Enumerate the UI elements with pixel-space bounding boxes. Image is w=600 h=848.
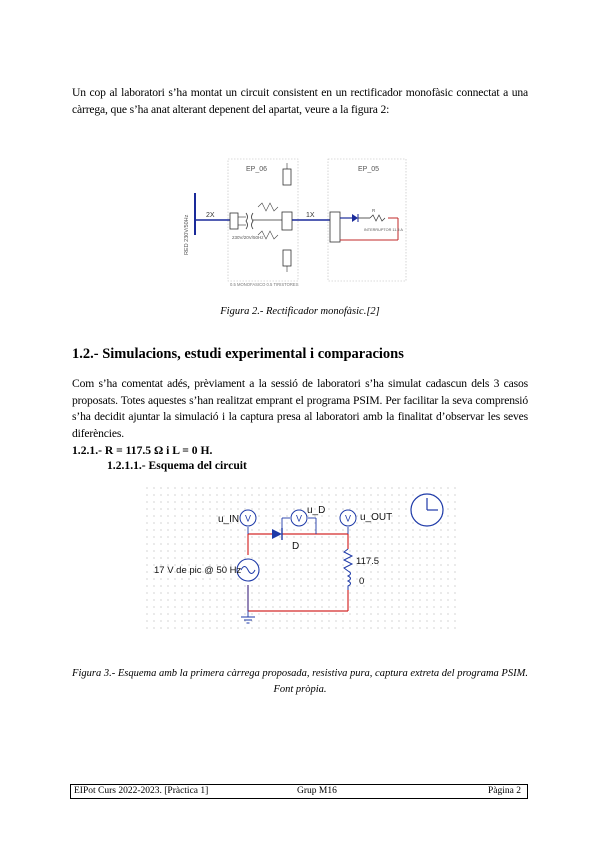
switch-block xyxy=(282,212,292,230)
probe-u-in-label: u_IN xyxy=(218,514,240,525)
voltmeter-glyph: V xyxy=(295,513,303,524)
probe-u-d-label: u_D xyxy=(307,505,326,516)
intro-paragraph: Un cop al laboratori s’ha montat un circuit consistent en un rectificador monofàsic connectat a una càrrega, que s’ha anat alterant depenent del apartat, veure a la figura 2: xyxy=(72,86,528,116)
inductor-value: 0 xyxy=(359,576,365,587)
phase-right-label: 1X xyxy=(306,212,315,219)
transformer-label: 230V/20V/50Hz xyxy=(232,235,264,240)
figure-3-caption: Figura 3.- Esquema amb la primera càrrega proposada, resistiva pura, captura extreta del programa PSIM. Font pròpia. xyxy=(72,668,528,695)
load-r-label: R xyxy=(372,208,376,213)
block-ep06-title: EP_06 xyxy=(246,166,268,173)
section-heading: 1.2.- Simulacions, estudi experimental i comparacions xyxy=(72,346,404,362)
footer-course: EIPot Curs 2022-2023. [Pràctica 1] xyxy=(74,786,209,796)
thyristor-icon xyxy=(352,214,358,222)
footer-page-number: Pàgina 2 xyxy=(488,786,521,796)
top-fuse-block xyxy=(283,169,291,185)
transformer-input xyxy=(230,213,238,229)
figure-2-rectifier-schematic xyxy=(178,155,418,290)
figure-2-caption: Figura 2.- Rectificador monofàsic.[2] xyxy=(220,306,380,317)
load-resistor-icon xyxy=(370,215,385,221)
mains-label: RED 230V/50Hz xyxy=(184,214,190,255)
section-paragraph: Com s’ha comentat adés, prèviament a la sessió de laboratori s’ha simulat cadascun dels 3 casos proposats. Totes aquestes s’han realitzat emprant el programa PSIM. Per facilitar la seva comprensió s’ha decidit ajuntar la simulació i la captura presa al laboratori amb la finalitat d’observar les seves diferències. xyxy=(72,377,528,440)
block-ep05-title: EP_05 xyxy=(358,166,380,173)
voltmeter-glyph: V xyxy=(244,513,252,524)
subsubsection-heading: 1.2.1.1.- Esquema del circuit xyxy=(107,459,247,472)
source-label: 17 V de pic @ 50 Hz xyxy=(154,565,242,576)
thyristor-module xyxy=(330,212,340,242)
footer-group: Grup M16 xyxy=(297,786,337,796)
load-label: INTERRUPTOR 11.5 A xyxy=(364,228,403,232)
resistor-value: 117.5 xyxy=(356,556,380,567)
page-footer xyxy=(70,784,528,799)
bottom-fuse-block xyxy=(283,250,291,266)
phase-left-label: 2X xyxy=(206,212,215,219)
figure-3-psim-schematic xyxy=(146,487,460,631)
voltmeter-glyph: V xyxy=(344,513,352,524)
clock-icon xyxy=(411,494,443,526)
diode-label: D xyxy=(292,541,300,552)
bottom-note: 0.5 MONOFASICO 0.5 TIRISTORES xyxy=(230,282,299,287)
probe-u-out-label: u_OUT xyxy=(360,512,393,523)
subsection-heading: 1.2.1.- R = 117.5 Ω i L = 0 H. xyxy=(72,444,213,457)
